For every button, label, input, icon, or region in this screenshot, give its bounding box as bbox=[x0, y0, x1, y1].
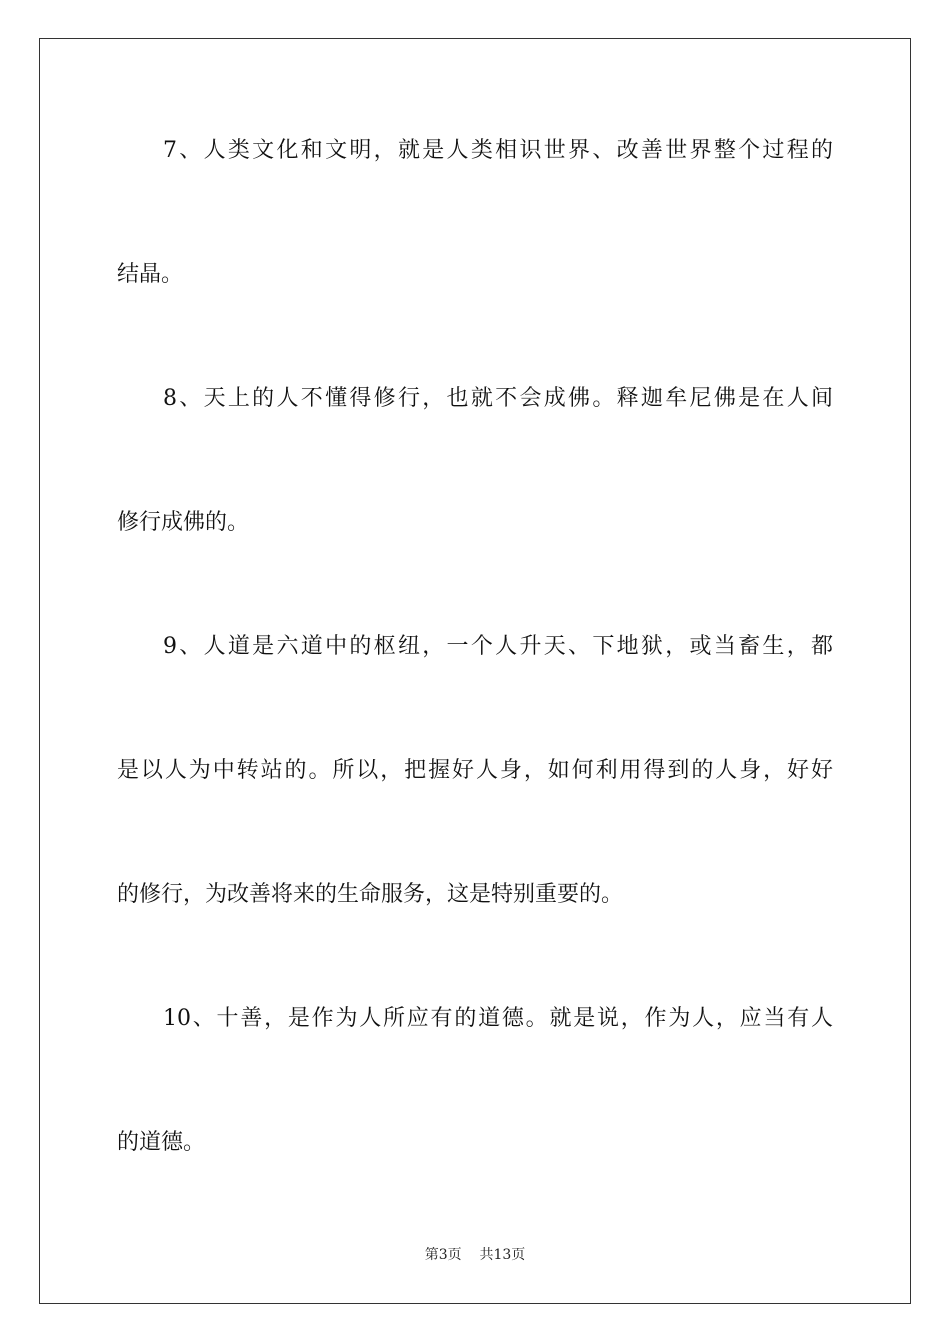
paragraph-7-line-1: 7、人类文化和文明，就是人类相识世界、改善世界整个过程的 bbox=[163, 138, 833, 163]
paragraph-9-line-1: 9、人道是六道中的枢纽，一个人升天、下地狱，或当畜生，都 bbox=[163, 634, 833, 659]
paragraph-9-line-2: 是以人为中转站的。所以，把握好人身，如何利用得到的人身，好好 bbox=[117, 758, 833, 783]
paragraph-7-line-2: 结晶。 bbox=[117, 262, 184, 287]
paragraph-8-line-2: 修行成佛的。 bbox=[117, 510, 250, 535]
current-page-number: 第3页 bbox=[424, 1247, 462, 1263]
paragraph-8-line-1: 8、天上的人不懂得修行，也就不会成佛。释迦牟尼佛是在人间 bbox=[163, 386, 833, 411]
total-pages: 共13页 bbox=[479, 1247, 526, 1263]
paragraph-9-line-3: 的修行，为改善将来的生命服务，这是特别重要的。 bbox=[117, 882, 624, 907]
page-frame bbox=[39, 38, 911, 1304]
page-footer bbox=[0, 1246, 950, 1264]
paragraph-10-line-2: 的道德。 bbox=[117, 1130, 206, 1155]
paragraph-10-line-1: 10、十善，是作为人所应有的道德。就是说，作为人，应当有人 bbox=[163, 1006, 833, 1031]
